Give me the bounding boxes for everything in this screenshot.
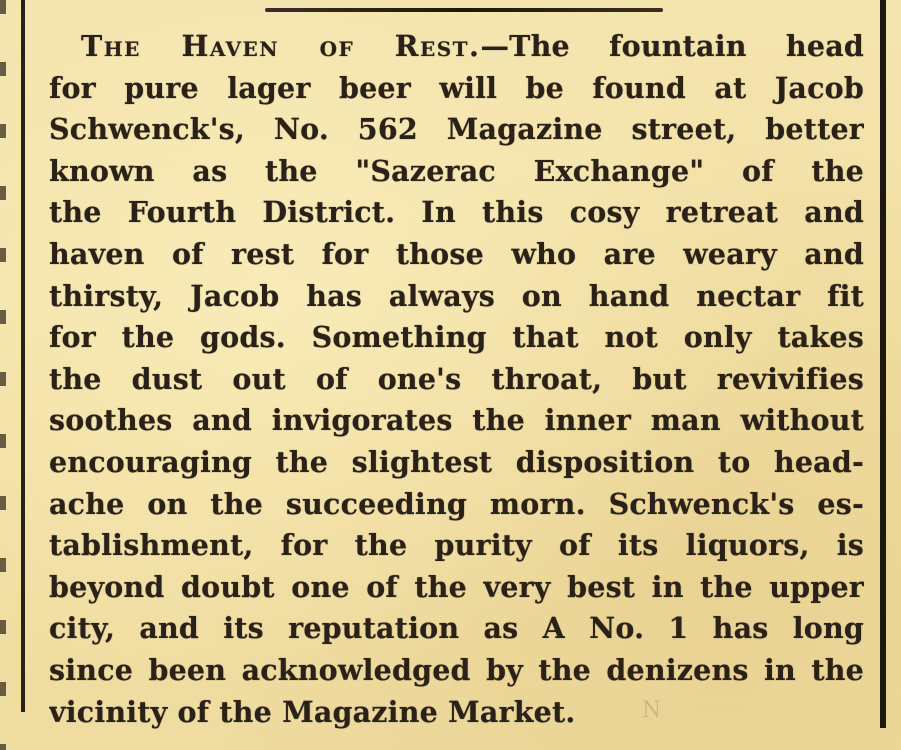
column-edge-marks <box>0 0 6 750</box>
article-line-9: the dust out of one's throat, but revivifies <box>49 361 864 396</box>
article-line-8: for the gods. Something that not only takes <box>49 320 864 355</box>
article-line-12: ache on the succeeding morn. Schwenck's es- <box>49 486 864 521</box>
article-headline: The Haven of Rest. <box>81 29 481 63</box>
faint-stamp-mark: N <box>642 698 662 723</box>
article-line-6: haven of rest for those who are weary and <box>49 236 864 271</box>
article-line-15: city, and its reputation as A No. 1 has long <box>49 611 864 646</box>
article-line-11: encouraging the slightest disposition to head- <box>49 444 864 479</box>
article-line-16: since been acknowledged by the denizens in the <box>49 652 864 687</box>
left-column-rule <box>21 0 25 712</box>
article-line-2: for pure lager beer will be found at Jacob <box>49 70 864 105</box>
right-column-rule <box>880 0 886 728</box>
article-line-10: soothes and invigorates the inner man without <box>49 403 864 438</box>
article-line-1 <box>49 26 864 68</box>
article-line-17: vicinity of the Magazine Market. <box>49 694 576 729</box>
top-separator-rule <box>265 8 663 12</box>
article-line-3: Schwenck's, No. 562 Magazine street, better <box>49 112 864 147</box>
article-line-7: thirsty, Jacob has always on hand nectar fit <box>49 278 864 313</box>
article-line-4: known as the "Sazerac Exchange" of the <box>49 153 864 188</box>
article-column <box>49 26 864 733</box>
article-line-13: tablishment, for the purity of its liquors, is <box>49 528 864 563</box>
article-line-1-text: —The fountain head <box>480 29 864 63</box>
article-line-5: the Fourth District. In this cosy retreat and <box>49 195 864 230</box>
article-line-14: beyond doubt one of the very best in the upper <box>49 569 864 604</box>
